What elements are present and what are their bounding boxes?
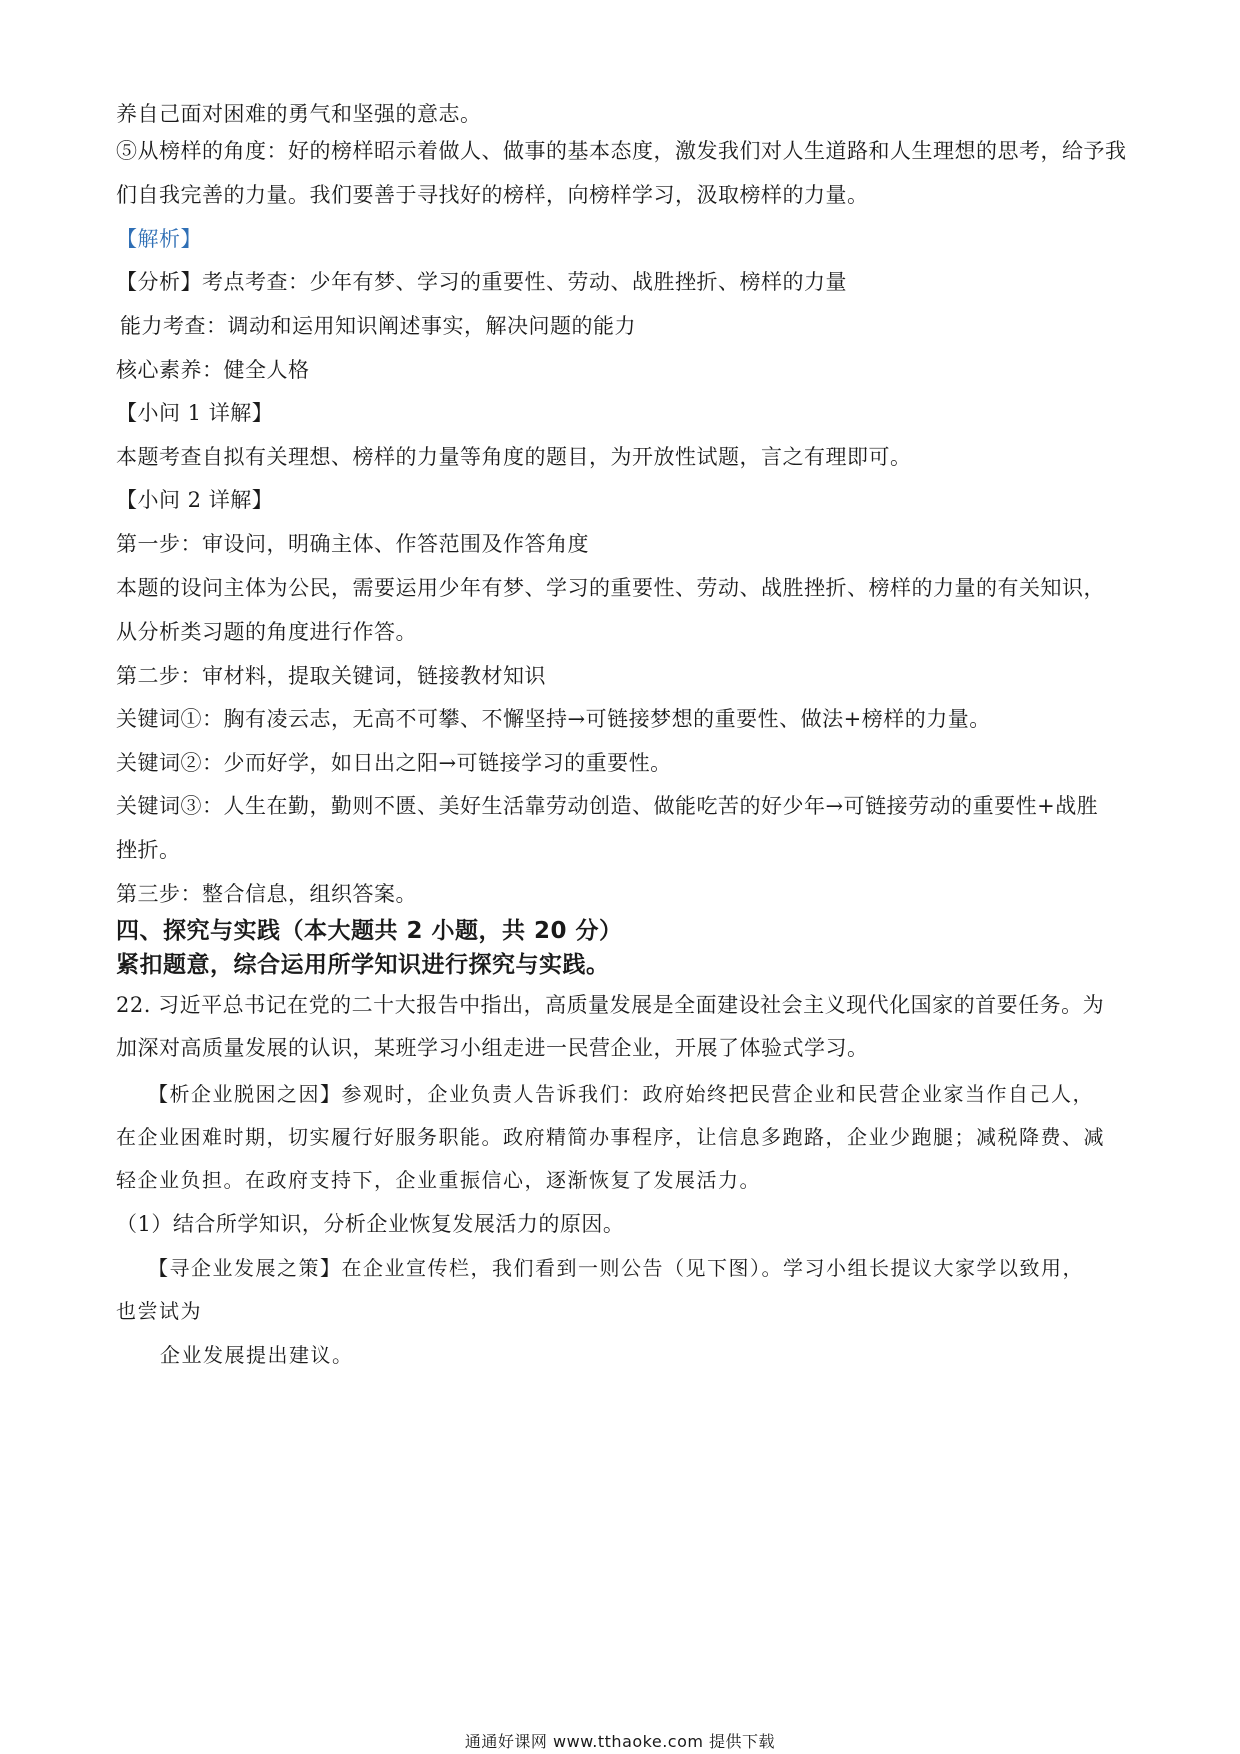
sub-question-label: 【小问 2 详解】 [116,488,274,512]
text-line: 关键词①：胸有凌云志，无高不可攀、不懈坚持→可链接梦想的重要性、做法+榜样的力量。 [116,707,991,731]
text-line: 关键词②：少而好学，如日出之阳→可链接学习的重要性。 [116,751,672,775]
material-text: 也尝试为 [116,1299,202,1323]
text-line: 【分析】考点考查：少年有梦、学习的重要性、劳动、战胜挫折、榜样的力量 [116,270,847,294]
text-line: 养自己面对困难的勇气和坚强的意志。 [116,102,482,126]
material-text: 在企业困难时期，切实履行好服务职能。政府精简办事程序，让信息多跑路，企业少跑腿；减税降费、减 [116,1125,1105,1149]
material-text: 企业发展提出建议。 [160,1343,354,1367]
text-line: 第一步：审设问，明确主体、作答范围及作答角度 [116,532,589,556]
material-text: 【析企业脱困之因】参观时，企业负责人告诉我们：政府始终把民营企业和民营企业家当作自己人， [148,1082,1094,1106]
question-text: 22. 习近平总书记在党的二十大报告中指出，高质量发展是全面建设社会主义现代化国家的首要任务。为 [116,993,1105,1017]
sub-question-label: 【小问 1 详解】 [116,401,274,425]
text-line: 从分析类习题的角度进行作答。 [116,620,417,644]
page-footer: 通通好课网 www.tthaoke.com 提供下载 [464,1732,776,1751]
text-line: 们自我完善的力量。我们要善于寻找好的榜样，向榜样学习，汲取榜样的力量。 [116,183,869,207]
question-text: 加深对高质量发展的认识，某班学习小组走进一民营企业，开展了体验式学习。 [116,1036,869,1060]
text-line: 核心素养：健全人格 [116,358,310,382]
text-line: ⑤从榜样的角度：好的榜样昭示着做人、做事的基本态度，激发我们对人生道路和人生理想的思考，给予我 [116,139,1127,163]
section-subheading: 紧扣题意，综合运用所学知识进行探究与实践。 [116,952,610,978]
text-line: 本题的设问主体为公民，需要运用少年有梦、学习的重要性、劳动、战胜挫折、榜样的力量的有关知识， [116,576,1105,600]
text-line: 第三步：整合信息，组织答案。 [116,882,417,906]
material-text: 轻企业负担。在政府支持下，企业重振信心，逐渐恢复了发展活力。 [116,1168,761,1192]
text-line: 本题考查自拟有关理想、榜样的力量等角度的题目，为开放性试题，言之有理即可。 [116,445,912,469]
text-line: 挫折。 [116,838,181,862]
section-heading: 四、探究与实践（本大题共 2 小题，共 20 分） [116,918,623,944]
question-part: （1）结合所学知识，分析企业恢复发展活力的原因。 [116,1212,625,1236]
text-line: 能力考查：调动和运用知识阐述事实，解决问题的能力 [120,314,636,338]
text-line: 第二步：审材料，提取关键词，链接教材知识 [116,664,546,688]
material-text: 【寻企业发展之策】在企业宣传栏，我们看到一则公告（见下图）。学习小组长提议大家学以致用， [148,1256,1084,1280]
analysis-label: 【解析】 [116,227,202,251]
text-line: 关键词③：人生在勤，勤则不匮、美好生活靠劳动创造、做能吃苦的好少年→可链接劳动的重要性+战胜 [116,794,1099,818]
